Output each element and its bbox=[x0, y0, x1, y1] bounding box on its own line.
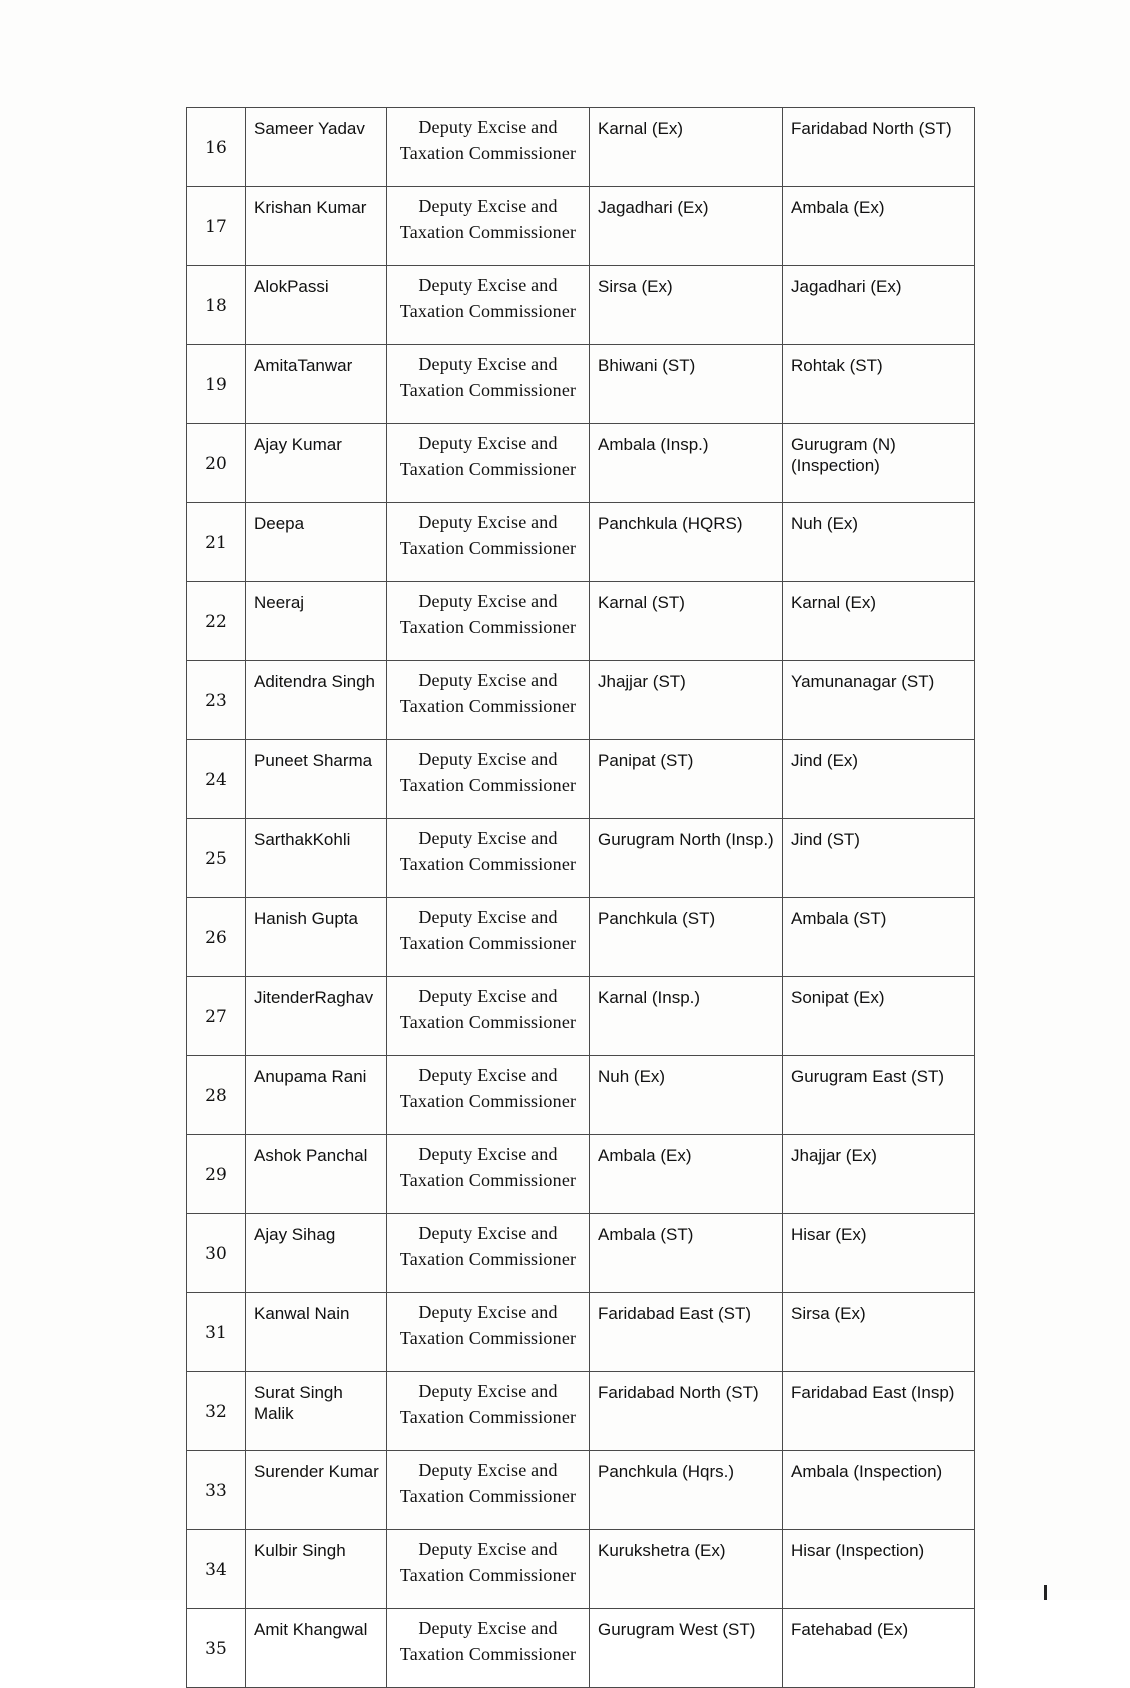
designation-line-1: Deputy Excise and bbox=[418, 1381, 558, 1401]
designation bbox=[387, 266, 590, 345]
posted-from: Sirsa (Ex) bbox=[590, 266, 783, 345]
designation bbox=[387, 661, 590, 740]
designation-line-2: Taxation Commissioner bbox=[399, 1170, 577, 1190]
serial-number: 18 bbox=[187, 266, 246, 345]
serial-number: 28 bbox=[187, 1056, 246, 1135]
officer-name: Krishan Kumar bbox=[246, 187, 387, 266]
officer-name: AlokPassi bbox=[246, 266, 387, 345]
posted-to: Jind (ST) bbox=[783, 819, 975, 898]
posted-to: Sonipat (Ex) bbox=[783, 977, 975, 1056]
posted-to: Faridabad North (ST) bbox=[783, 108, 975, 187]
designation-line-1: Deputy Excise and bbox=[418, 117, 558, 137]
designation-line-1: Deputy Excise and bbox=[418, 196, 558, 216]
table-row bbox=[187, 503, 975, 582]
designation-line-1: Deputy Excise and bbox=[418, 433, 558, 453]
officer-name: JitenderRaghav bbox=[246, 977, 387, 1056]
posted-from: Gurugram North (Insp.) bbox=[590, 819, 783, 898]
posted-from: Kurukshetra (Ex) bbox=[590, 1530, 783, 1609]
posted-to: Faridabad East (Insp) bbox=[783, 1372, 975, 1451]
posted-from: Bhiwani (ST) bbox=[590, 345, 783, 424]
posted-from: Karnal (ST) bbox=[590, 582, 783, 661]
table-row bbox=[187, 108, 975, 187]
officer-name: Ajay Sihag bbox=[246, 1214, 387, 1293]
designation-line-1: Deputy Excise and bbox=[418, 1144, 558, 1164]
designation-line-1: Deputy Excise and bbox=[418, 670, 558, 690]
designation bbox=[387, 1056, 590, 1135]
designation-line-2: Taxation Commissioner bbox=[399, 459, 577, 479]
officer-name: Surender Kumar bbox=[246, 1451, 387, 1530]
table-row bbox=[187, 1293, 975, 1372]
serial-number: 19 bbox=[187, 345, 246, 424]
officer-name: Surat Singh Malik bbox=[246, 1372, 387, 1451]
designation-line-2: Taxation Commissioner bbox=[399, 696, 577, 716]
table-row bbox=[187, 1372, 975, 1451]
table-row bbox=[187, 266, 975, 345]
designation-line-2: Taxation Commissioner bbox=[399, 933, 577, 953]
officer-name: AmitaTanwar bbox=[246, 345, 387, 424]
designation bbox=[387, 187, 590, 266]
designation bbox=[387, 1293, 590, 1372]
serial-number: 35 bbox=[187, 1609, 246, 1688]
officer-name: Sameer Yadav bbox=[246, 108, 387, 187]
designation-line-1: Deputy Excise and bbox=[418, 986, 558, 1006]
posted-from: Jagadhari (Ex) bbox=[590, 187, 783, 266]
designation bbox=[387, 424, 590, 503]
officer-name: Hanish Gupta bbox=[246, 898, 387, 977]
posted-from: Karnal (Insp.) bbox=[590, 977, 783, 1056]
posted-from: Faridabad North (ST) bbox=[590, 1372, 783, 1451]
designation-line-1: Deputy Excise and bbox=[418, 354, 558, 374]
designation bbox=[387, 1214, 590, 1293]
table-row bbox=[187, 1135, 975, 1214]
posted-from: Karnal (Ex) bbox=[590, 108, 783, 187]
designation-line-2: Taxation Commissioner bbox=[399, 1565, 577, 1585]
serial-number: 25 bbox=[187, 819, 246, 898]
serial-number: 24 bbox=[187, 740, 246, 819]
serial-number: 32 bbox=[187, 1372, 246, 1451]
posted-from: Nuh (Ex) bbox=[590, 1056, 783, 1135]
posted-to: Karnal (Ex) bbox=[783, 582, 975, 661]
serial-number: 23 bbox=[187, 661, 246, 740]
table-row bbox=[187, 187, 975, 266]
designation-line-1: Deputy Excise and bbox=[418, 1065, 558, 1085]
officer-name: Ashok Panchal bbox=[246, 1135, 387, 1214]
posted-from: Gurugram West (ST) bbox=[590, 1609, 783, 1688]
designation bbox=[387, 345, 590, 424]
posted-to: Rohtak (ST) bbox=[783, 345, 975, 424]
table-row bbox=[187, 1609, 975, 1688]
designation-line-2: Taxation Commissioner bbox=[399, 854, 577, 874]
designation bbox=[387, 582, 590, 661]
table-row bbox=[187, 1056, 975, 1135]
officer-name: Aditendra Singh bbox=[246, 661, 387, 740]
officer-name: Kanwal Nain bbox=[246, 1293, 387, 1372]
posted-from: Ambala (Ex) bbox=[590, 1135, 783, 1214]
designation-line-1: Deputy Excise and bbox=[418, 1223, 558, 1243]
designation-line-2: Taxation Commissioner bbox=[399, 380, 577, 400]
table-row bbox=[187, 740, 975, 819]
officer-name: SarthakKohli bbox=[246, 819, 387, 898]
posted-to: Jagadhari (Ex) bbox=[783, 266, 975, 345]
designation-line-1: Deputy Excise and bbox=[418, 591, 558, 611]
designation-line-2: Taxation Commissioner bbox=[399, 1644, 577, 1664]
posted-to: Ambala (Ex) bbox=[783, 187, 975, 266]
serial-number: 26 bbox=[187, 898, 246, 977]
designation-line-1: Deputy Excise and bbox=[418, 1460, 558, 1480]
designation-line-2: Taxation Commissioner bbox=[399, 1249, 577, 1269]
table-row bbox=[187, 1530, 975, 1609]
designation bbox=[387, 898, 590, 977]
posted-to: Fatehabad (Ex) bbox=[783, 1609, 975, 1688]
table-row bbox=[187, 819, 975, 898]
designation bbox=[387, 1609, 590, 1688]
designation-line-2: Taxation Commissioner bbox=[399, 1407, 577, 1427]
designation bbox=[387, 108, 590, 187]
posted-to: Sirsa (Ex) bbox=[783, 1293, 975, 1372]
posted-to: Nuh (Ex) bbox=[783, 503, 975, 582]
officer-name: Puneet Sharma bbox=[246, 740, 387, 819]
serial-number: 16 bbox=[187, 108, 246, 187]
serial-number: 22 bbox=[187, 582, 246, 661]
serial-number: 20 bbox=[187, 424, 246, 503]
designation-line-2: Taxation Commissioner bbox=[399, 1486, 577, 1506]
designation-line-1: Deputy Excise and bbox=[418, 1302, 558, 1322]
serial-number: 31 bbox=[187, 1293, 246, 1372]
posted-to: Ambala (Inspection) bbox=[783, 1451, 975, 1530]
posted-from: Jhajjar (ST) bbox=[590, 661, 783, 740]
designation-line-1: Deputy Excise and bbox=[418, 512, 558, 532]
designation bbox=[387, 1451, 590, 1530]
posted-from: Panchkula (Hqrs.) bbox=[590, 1451, 783, 1530]
table-row bbox=[187, 1451, 975, 1530]
posted-from: Panchkula (ST) bbox=[590, 898, 783, 977]
posted-to: Yamunanagar (ST) bbox=[783, 661, 975, 740]
posted-from: Faridabad East (ST) bbox=[590, 1293, 783, 1372]
designation-line-1: Deputy Excise and bbox=[418, 275, 558, 295]
posted-from: Ambala (ST) bbox=[590, 1214, 783, 1293]
designation bbox=[387, 1135, 590, 1214]
designation-line-2: Taxation Commissioner bbox=[399, 222, 577, 242]
officer-name: Amit Khangwal bbox=[246, 1609, 387, 1688]
designation bbox=[387, 740, 590, 819]
table-row bbox=[187, 345, 975, 424]
serial-number: 21 bbox=[187, 503, 246, 582]
designation-line-2: Taxation Commissioner bbox=[399, 775, 577, 795]
posted-from: Panchkula (HQRS) bbox=[590, 503, 783, 582]
officer-name: Neeraj bbox=[246, 582, 387, 661]
designation-line-1: Deputy Excise and bbox=[418, 1539, 558, 1559]
posted-from: Panipat (ST) bbox=[590, 740, 783, 819]
table-row bbox=[187, 424, 975, 503]
designation-line-2: Taxation Commissioner bbox=[399, 538, 577, 558]
serial-number: 30 bbox=[187, 1214, 246, 1293]
serial-number: 27 bbox=[187, 977, 246, 1056]
designation-line-2: Taxation Commissioner bbox=[399, 1091, 577, 1111]
table-body bbox=[187, 108, 975, 1688]
designation-line-2: Taxation Commissioner bbox=[399, 617, 577, 637]
transfer-table bbox=[186, 107, 975, 1688]
designation-line-2: Taxation Commissioner bbox=[399, 1012, 577, 1032]
serial-number: 33 bbox=[187, 1451, 246, 1530]
designation bbox=[387, 977, 590, 1056]
designation-line-1: Deputy Excise and bbox=[418, 749, 558, 769]
table-row bbox=[187, 898, 975, 977]
officer-name: Kulbir Singh bbox=[246, 1530, 387, 1609]
designation-line-2: Taxation Commissioner bbox=[399, 1328, 577, 1348]
serial-number: 29 bbox=[187, 1135, 246, 1214]
table-row bbox=[187, 661, 975, 740]
officer-name: Deepa bbox=[246, 503, 387, 582]
page-edge-mark bbox=[1044, 1585, 1047, 1600]
officer-name: Anupama Rani bbox=[246, 1056, 387, 1135]
posted-to: Gurugram East (ST) bbox=[783, 1056, 975, 1135]
designation-line-1: Deputy Excise and bbox=[418, 907, 558, 927]
posted-to: Ambala (ST) bbox=[783, 898, 975, 977]
designation bbox=[387, 1372, 590, 1451]
posted-from: Ambala (Insp.) bbox=[590, 424, 783, 503]
designation-line-1: Deputy Excise and bbox=[418, 1618, 558, 1638]
officer-name: Ajay Kumar bbox=[246, 424, 387, 503]
designation-line-1: Deputy Excise and bbox=[418, 828, 558, 848]
serial-number: 17 bbox=[187, 187, 246, 266]
designation bbox=[387, 819, 590, 898]
posted-to: Hisar (Inspection) bbox=[783, 1530, 975, 1609]
table-row bbox=[187, 582, 975, 661]
posted-to: Jind (Ex) bbox=[783, 740, 975, 819]
designation-line-2: Taxation Commissioner bbox=[399, 301, 577, 321]
posted-to: Hisar (Ex) bbox=[783, 1214, 975, 1293]
designation bbox=[387, 1530, 590, 1609]
posted-to: Gurugram (N) (Inspection) bbox=[783, 424, 975, 503]
designation-line-2: Taxation Commissioner bbox=[399, 143, 577, 163]
posted-to: Jhajjar (Ex) bbox=[783, 1135, 975, 1214]
serial-number: 34 bbox=[187, 1530, 246, 1609]
table-row bbox=[187, 977, 975, 1056]
designation bbox=[387, 503, 590, 582]
table-row bbox=[187, 1214, 975, 1293]
